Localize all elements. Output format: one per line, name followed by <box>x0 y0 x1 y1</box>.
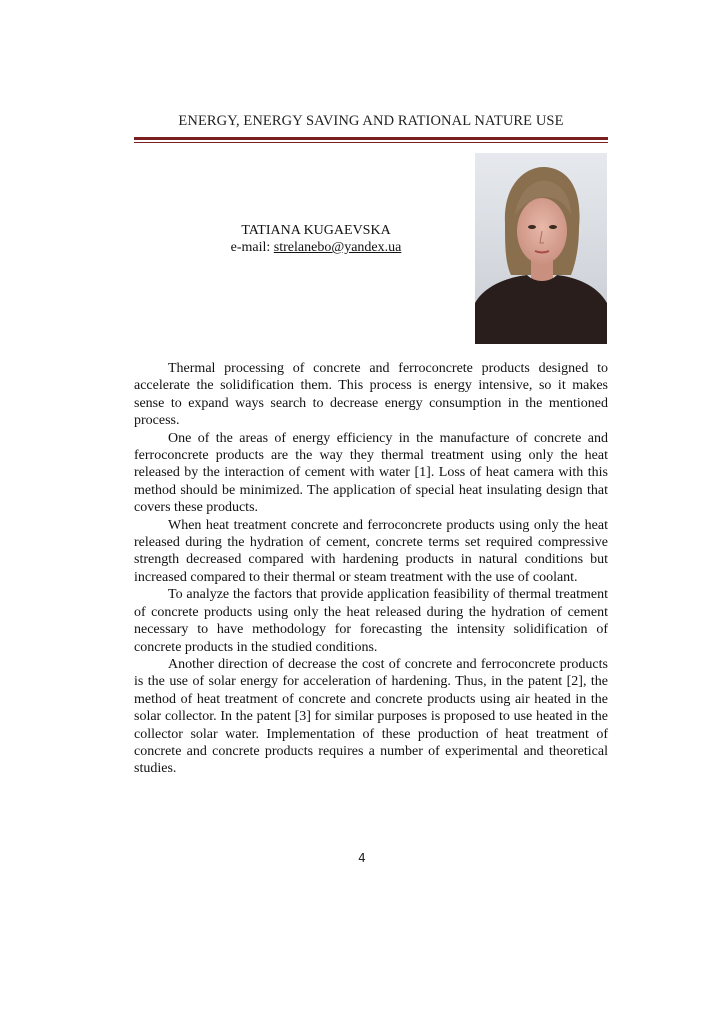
header-rule-thin <box>134 142 608 143</box>
email-label: e-mail: <box>230 240 274 255</box>
author-name: TATIANA KUGAEVSKA <box>241 223 391 238</box>
header-rule-thick <box>134 137 608 140</box>
article-body <box>134 360 608 778</box>
page-number: 4 <box>358 851 366 865</box>
running-header: ENERGY, ENERGY SAVING AND RATIONAL NATURE USE <box>178 113 564 129</box>
paragraph: To analyze the factors that provide application feasibility of thermal treatment of concrete products using only the heat released during the hydration of cement necessary to have methodology for forecasting the intensity solidification of concrete products in the studied conditions. <box>134 587 608 655</box>
paragraph: One of the areas of energy efficiency in the manufacture of concrete and ferroconcrete products are the way they thermal treatment using only the heat released by the interaction of cement with water [1]. Loss of heat camera with this method should be minimized. The application of special heat insulating design that covers these products. <box>134 430 608 516</box>
portrait-graphic <box>475 153 607 344</box>
paragraph: When heat treatment concrete and ferroconcrete products using only the heat released during the hydration of cement, concrete terms set required compressive strength decreased compared with hardening products in natural conditions but increased compared to their thermal or steam treatment with the use of coolant. <box>134 517 608 585</box>
paragraph: Another direction of decrease the cost of concrete and ferroconcrete products is the use of solar energy for acceleration of hardening. Thus, in the patent [2], the method of heat treatment of concrete and concrete products using air heated in the solar collector. In the patent [3] for similar purposes is proposed to use heated in the collector solar water. Implementation of these production of heat treatment of concrete and concrete products requires a number of experimental and theoretical studies. <box>134 656 608 777</box>
author-portrait-photo <box>475 153 607 344</box>
author-email-line <box>200 239 432 256</box>
author-block <box>200 222 432 256</box>
paragraph: Thermal processing of concrete and ferroconcrete products designed to accelerate the solidification them. This process is energy intensive, so it makes sense to expand ways search to decrease energy consumption in the mentioned process. <box>134 361 608 429</box>
email-link[interactable]: strelanebo@yandex.ua <box>273 240 402 255</box>
